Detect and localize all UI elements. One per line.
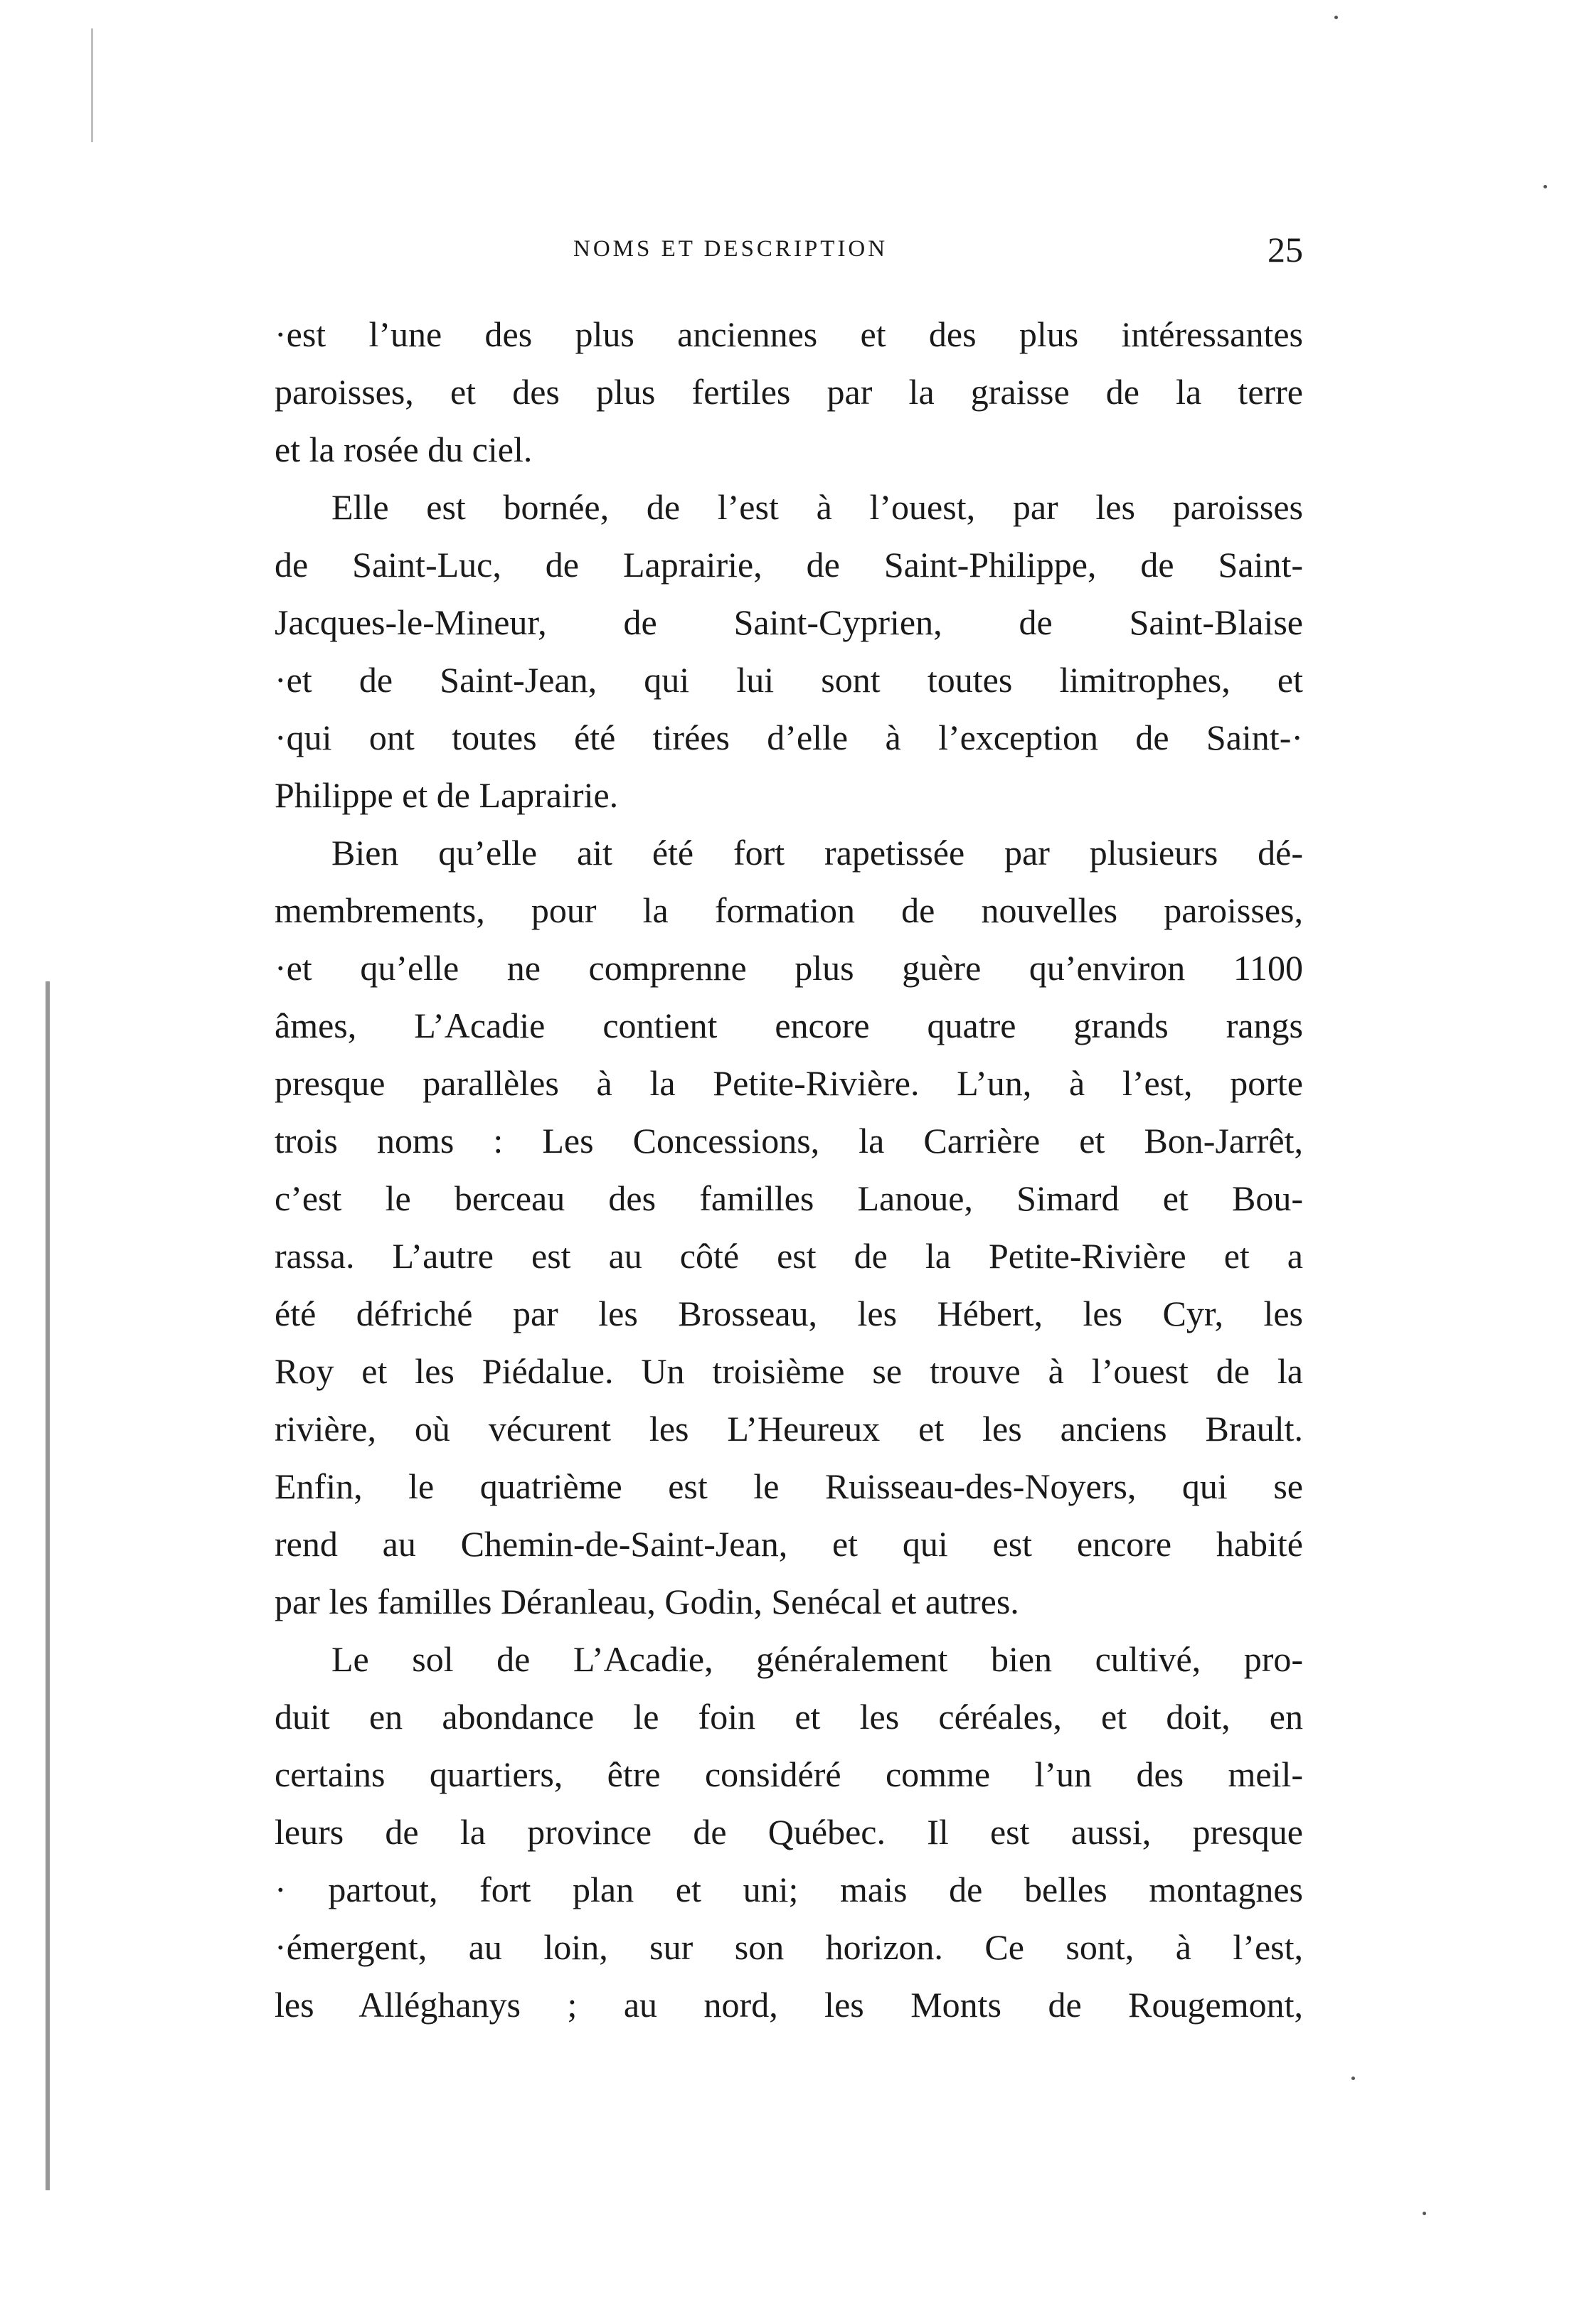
text-line: ·et qu’elle ne comprenne plus guère qu’environ 1100	[275, 948, 1303, 988]
text-line: · partout, fort plan et uni; mais de belles montagnes	[275, 1870, 1303, 1909]
scan-speck	[1543, 185, 1547, 188]
paragraph	[275, 824, 1303, 1631]
text-line: leurs de la province de Québec. Il est aussi, presque	[275, 1812, 1303, 1852]
text-line: de Saint-Luc, de Laprairie, de Saint-Philippe, de Saint-	[275, 545, 1303, 585]
page-number: 25	[1268, 230, 1303, 270]
scan-speck	[1351, 2077, 1355, 2080]
text-line: Elle est bornée, de l’est à l’ouest, par les paroisses	[331, 487, 1303, 527]
text-line: duit en abondance le foin et les céréales, et doit, en	[275, 1697, 1303, 1737]
text-line: Roy et les Piédalue. Un troisième se trouve à l’ouest de la	[275, 1351, 1303, 1391]
text-line: ·qui ont toutes été tirées d’elle à l’exception de Saint-·	[275, 718, 1303, 757]
text-line: Bien qu’elle ait été fort rapetissée par plusieurs dé-	[331, 833, 1303, 873]
text-line: trois noms : Les Concessions, la Carrière et Bon-Jarrêt,	[275, 1121, 1303, 1161]
text-line: rassa. L’autre est au côté est de la Petite-Rivière et a	[275, 1236, 1303, 1276]
text-line: certains quartiers, être considéré comme l’un des meil-	[275, 1754, 1303, 1794]
text-line: été défriché par les Brosseau, les Hébert, les Cyr, les	[275, 1294, 1303, 1333]
paragraph	[275, 1631, 1303, 2034]
text-line: ·est l’une des plus anciennes et des plus intéressantes	[275, 314, 1303, 354]
text-line: paroisses, et des plus fertiles par la graisse de la terre	[275, 372, 1303, 412]
text-line: presque parallèles à la Petite-Rivière. L’un, à l’est, porte	[275, 1063, 1303, 1103]
paragraph	[275, 479, 1303, 824]
text-line: Le sol de L’Acadie, généralement bien cultivé, pro-	[331, 1639, 1303, 1679]
text-line: rend au Chemin-de-Saint-Jean, et qui est encore habité	[275, 1524, 1303, 1564]
scan-speck	[1334, 16, 1338, 19]
scan-artifact-gutter	[46, 981, 50, 2190]
scan-artifact-gutter-upper	[91, 28, 93, 142]
body-text	[275, 306, 1303, 2034]
text-line: membrements, pour la formation de nouvelles paroisses,	[275, 890, 1303, 930]
page-header	[275, 229, 1303, 272]
text-line: c’est le berceau des familles Lanoue, Simard et Bou-	[275, 1178, 1303, 1218]
text-line: Jacques-le-Mineur, de Saint-Cyprien, de Saint-Blaise	[275, 602, 1303, 642]
scan-speck	[1423, 2212, 1426, 2215]
paragraph	[275, 306, 1303, 479]
text-line: rivière, où vécurent les L’Heureux et les anciens Brault.	[275, 1409, 1303, 1449]
text-line: Enfin, le quatrième est le Ruisseau-des-Noyers, qui se	[275, 1466, 1303, 1506]
text-line: âmes, L’Acadie contient encore quatre grands rangs	[275, 1006, 1303, 1045]
text-line: ·et de Saint-Jean, qui lui sont toutes limitrophes, et	[275, 660, 1303, 700]
text-line: par les familles Déranleau, Godin, Senécal et autres.	[275, 1582, 1019, 1621]
text-line: les Alléghanys ; au nord, les Monts de Rougemont,	[275, 1985, 1303, 2025]
text-line: ·émergent, au loin, sur son horizon. Ce sont, à l’est,	[275, 1927, 1303, 1967]
text-line: Philippe et de Laprairie.	[275, 775, 619, 815]
text-line: et la rosée du ciel.	[275, 430, 533, 469]
running-title: NOMS ET DESCRIPTION	[573, 236, 888, 262]
